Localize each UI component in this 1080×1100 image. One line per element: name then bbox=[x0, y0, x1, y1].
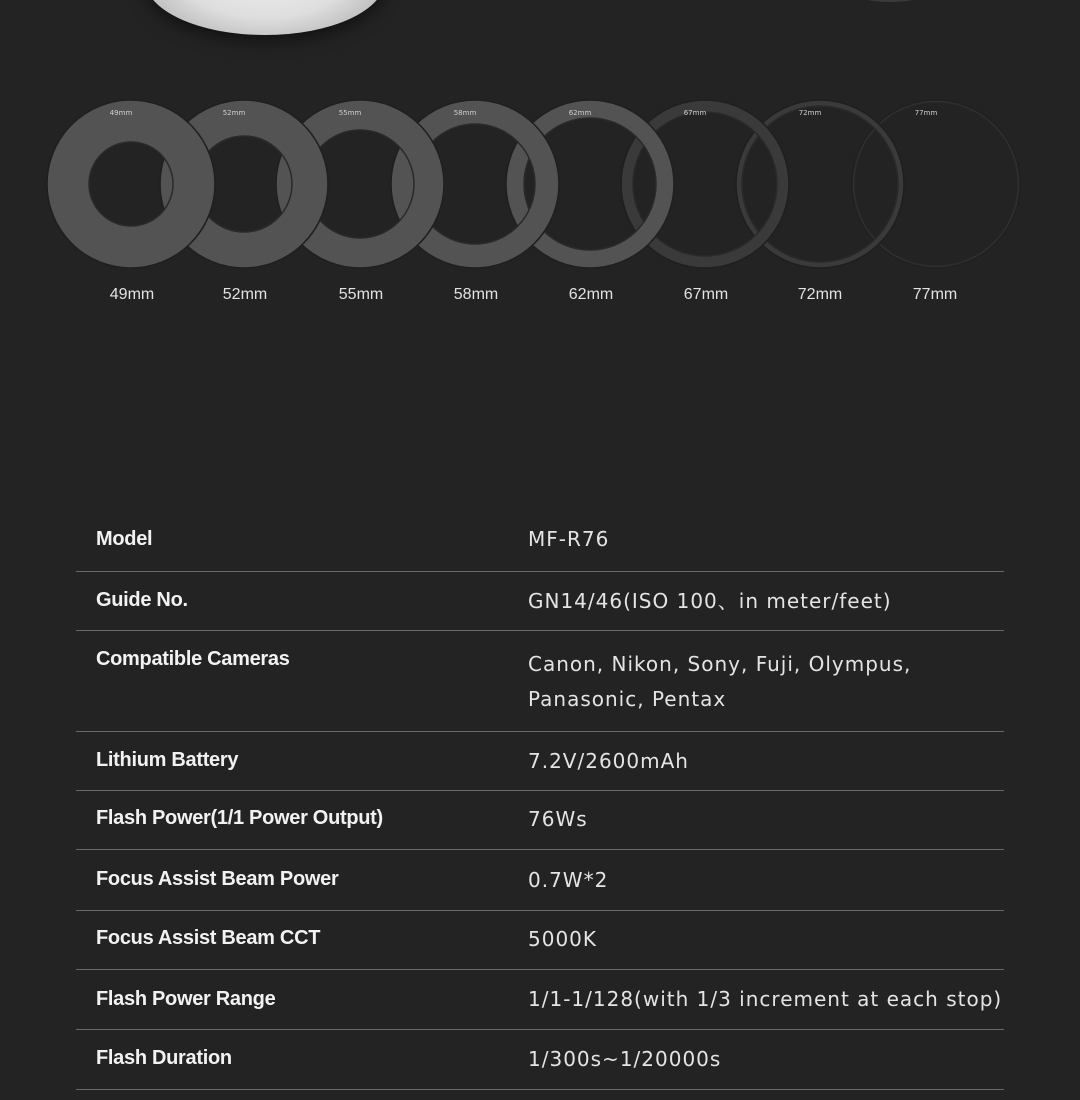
spec-label: Flash Power(1/1 Power Output) bbox=[96, 806, 383, 829]
spec-label: Flash Duration bbox=[96, 1046, 232, 1069]
ring-label-62: 62mm bbox=[568, 286, 614, 303]
spec-label: Focus Assist Beam Power bbox=[96, 867, 339, 890]
spec-value: 1/300s~1/20000s bbox=[528, 1046, 722, 1071]
spec-row-compatible-cameras bbox=[76, 630, 1004, 731]
ring-label-55: 55mm bbox=[338, 286, 384, 303]
spec-row-flash-duration bbox=[76, 1029, 1004, 1089]
spec-label: Guide No. bbox=[96, 588, 188, 611]
ring-label-77: 77mm bbox=[912, 286, 958, 303]
ring-size-labels bbox=[0, 286, 1080, 310]
spec-label: Flash Power Range bbox=[96, 987, 276, 1010]
ring-label-52: 52mm bbox=[222, 286, 268, 303]
ring-engraving: 55mm bbox=[338, 109, 362, 117]
flash-head-image-partial bbox=[145, 0, 385, 35]
spec-label: Focus Assist Beam CCT bbox=[96, 926, 321, 949]
spec-value: 5000K bbox=[528, 926, 598, 951]
spec-label: Model bbox=[96, 528, 153, 550]
spec-row-flash-power-range bbox=[76, 969, 1004, 1029]
spec-value: GN14/46(ISO 100、in meter/feet) bbox=[528, 588, 892, 613]
ring-engraving: 67mm bbox=[683, 109, 707, 117]
spec-row-model bbox=[76, 510, 1004, 571]
ring-engraving: 77mm bbox=[914, 109, 938, 117]
ring-engraving: 49mm bbox=[109, 109, 133, 117]
spec-label: Compatible Cameras bbox=[96, 647, 290, 670]
ring-label-67: 67mm bbox=[683, 286, 729, 303]
ring-label-58: 58mm bbox=[453, 286, 499, 303]
spec-value: 1/1-1/128(with 1/3 increment at each stop) bbox=[528, 986, 1003, 1011]
spec-row-focus-assist-power bbox=[76, 849, 1004, 910]
ring-engraving: 52mm bbox=[222, 109, 246, 117]
spec-row-guide-no bbox=[76, 571, 1004, 630]
spec-value: 76Ws bbox=[528, 806, 588, 831]
spec-table bbox=[76, 510, 1004, 1090]
spec-value: 0.7W*2 bbox=[528, 867, 609, 892]
spec-value: MF-R76 bbox=[528, 527, 610, 551]
product-image-edge bbox=[860, 0, 920, 2]
spec-row-lithium-battery bbox=[76, 731, 1004, 790]
spec-label: Lithium Battery bbox=[96, 748, 239, 771]
adapter-rings-image bbox=[0, 96, 1080, 276]
spec-value: 7.2V/2600mAh bbox=[528, 748, 689, 773]
ring-engraving: 58mm bbox=[453, 109, 477, 117]
spec-value: Canon, Nikon, Sony, Fuji, Olympus, Panasonic, Pentax bbox=[528, 651, 912, 711]
spec-row-focus-assist-cct bbox=[76, 910, 1004, 969]
ring-label-49: 49mm bbox=[109, 286, 155, 303]
adapter-ring-49mm bbox=[47, 100, 215, 268]
spec-row-flash-power bbox=[76, 790, 1004, 849]
ring-engraving: 72mm bbox=[798, 109, 822, 117]
ring-engraving: 62mm bbox=[568, 109, 592, 117]
ring-label-72: 72mm bbox=[797, 286, 843, 303]
